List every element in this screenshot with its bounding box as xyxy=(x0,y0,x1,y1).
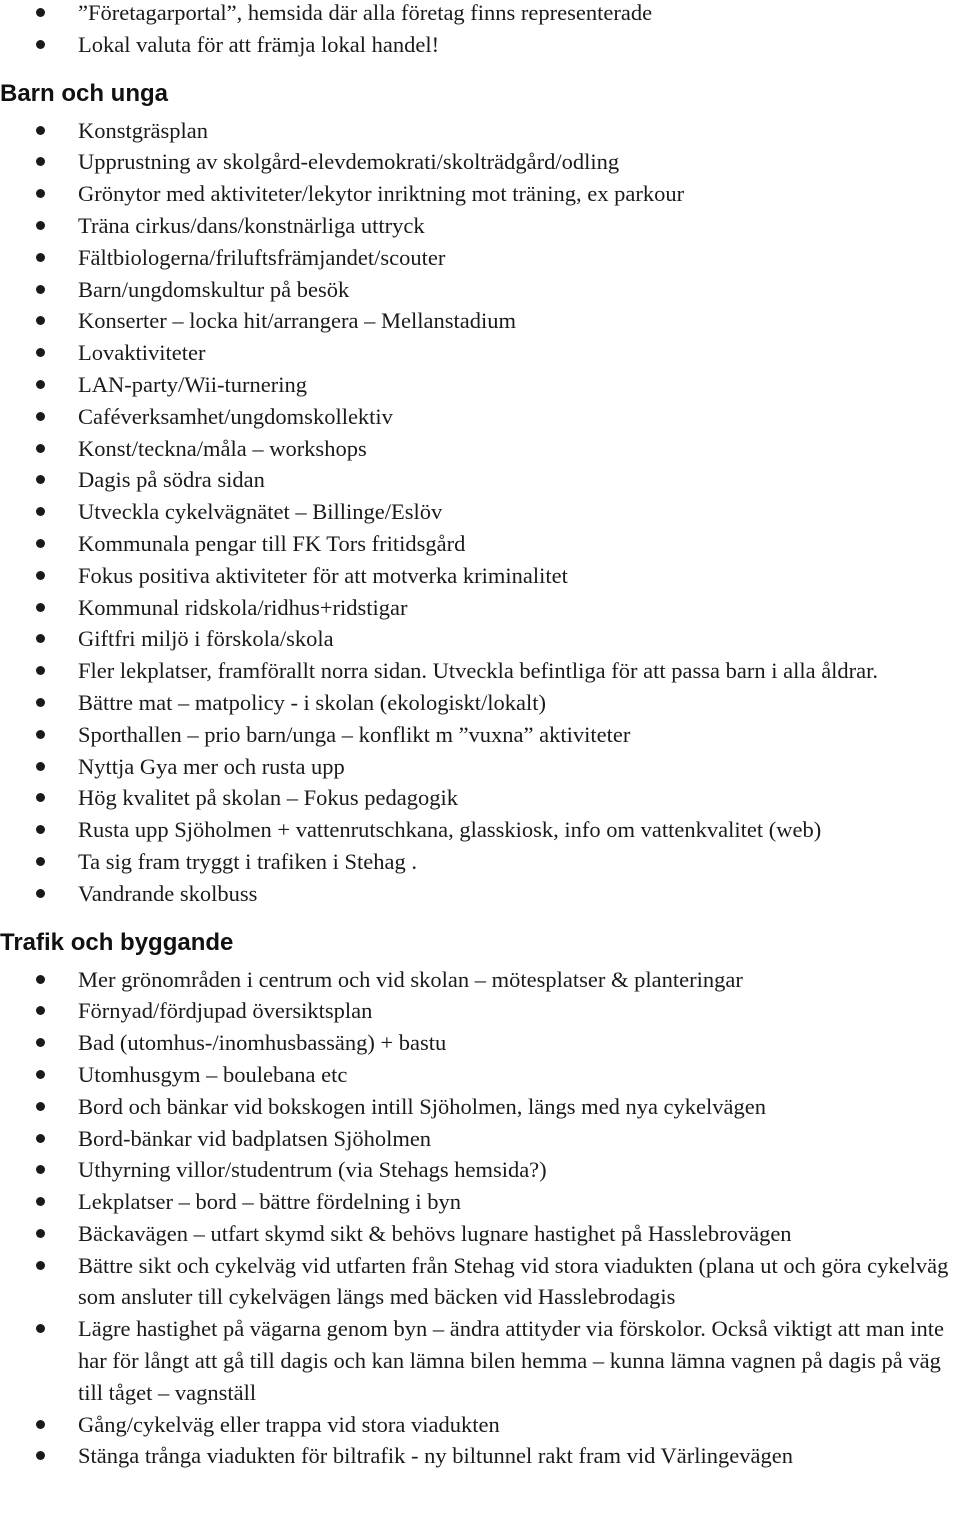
bullet-icon xyxy=(36,1197,45,1206)
list-item xyxy=(0,1154,960,1186)
bullet-icon xyxy=(36,1261,45,1270)
list-item xyxy=(0,1409,960,1441)
bullet-icon xyxy=(36,189,45,198)
list-item xyxy=(0,433,960,465)
list-item xyxy=(0,178,960,210)
bullet-icon xyxy=(36,1006,45,1015)
list-item-text: Kommunal ridskola/ridhus+ridstigar xyxy=(78,594,408,620)
list-item xyxy=(0,1218,960,1250)
list-item-text: Lovaktiviteter xyxy=(78,340,206,366)
list-item xyxy=(0,1250,960,1314)
list-item xyxy=(0,1027,960,1059)
list-item-text: Lokal valuta för att främja lokal handel! xyxy=(78,31,440,57)
list-item xyxy=(0,0,960,29)
bullet-icon xyxy=(36,1420,45,1429)
bullet-icon xyxy=(36,40,45,49)
bullet-icon xyxy=(36,1324,45,1333)
list-item-text: Caféverksamhet/ungdomskollektiv xyxy=(78,403,393,429)
list-item-text: Vandrande skolbuss xyxy=(78,880,258,906)
bullet-icon xyxy=(36,348,45,357)
section-heading-trafik: Trafik och byggande xyxy=(0,928,234,956)
bullet-icon xyxy=(36,126,45,135)
bullet-icon xyxy=(36,1134,45,1143)
bullet-icon xyxy=(36,1038,45,1047)
list-item xyxy=(0,655,960,687)
list-item-text: Gång/cykelväg eller trappa vid stora viadukten xyxy=(78,1411,500,1437)
list-item-text: Sporthallen – prio barn/unga – konflikt m ”vuxna” aktiviteter xyxy=(78,721,631,747)
bullet-icon xyxy=(36,412,45,421)
list-item-text: Giftfri miljö i förskola/skola xyxy=(78,626,334,652)
list-item xyxy=(0,305,960,337)
bullet-icon xyxy=(36,1451,45,1460)
list-item-text: Stänga trånga viadukten för biltrafik - ny biltunnel rakt fram vid Värlingevägen xyxy=(78,1443,793,1469)
list-item xyxy=(0,1440,960,1472)
list-item-text: Bord och bänkar vid bokskogen intill Sjöholmen, längs med nya cykelvägen xyxy=(78,1093,766,1119)
section-heading-barn: Barn och unga xyxy=(0,79,169,107)
list-item xyxy=(0,623,960,655)
list-item-text: Bättre mat – matpolicy - i skolan (ekologiskt/lokalt) xyxy=(78,689,547,715)
list-item xyxy=(0,1123,960,1155)
list-item xyxy=(0,337,960,369)
bullet-icon xyxy=(36,1165,45,1174)
bullet-icon xyxy=(36,857,45,866)
list-item-text: Konst/teckna/måla – workshops xyxy=(78,435,367,461)
list-item-text: Hög kvalitet på skolan – Fokus pedagogik xyxy=(78,785,458,811)
bullet-icon xyxy=(36,380,45,389)
list-item xyxy=(0,210,960,242)
list-item xyxy=(0,687,960,719)
list-item-text: Lägre hastighet på vägarna genom byn – ändra attityder via förskolor. Också viktigt att man inte har för långt att gå till dagis och kan lämna bilen hemma – kunna lämna vagnen på dagis på väg till tåget – vagnställ xyxy=(78,1316,944,1405)
list-item-text: LAN-party/Wii-turnering xyxy=(78,371,308,397)
barn-list xyxy=(0,115,960,910)
list-item-text: Barn/ungdomskultur på besök xyxy=(78,276,350,302)
list-item xyxy=(0,560,960,592)
list-item xyxy=(0,146,960,178)
trafik-list xyxy=(0,964,960,1473)
list-item xyxy=(0,115,960,147)
list-item xyxy=(0,814,960,846)
list-item-text: Uthyrning villor/studentrum (via Stehags hemsida?) xyxy=(78,1157,547,1183)
list-item xyxy=(0,1313,960,1408)
list-item-text: Ta sig fram tryggt i trafiken i Stehag . xyxy=(78,848,417,874)
bullet-icon xyxy=(36,444,45,453)
list-item xyxy=(0,782,960,814)
list-item-text: Fältbiologerna/friluftsfrämjandet/scouter xyxy=(78,244,446,270)
list-item-text: Träna cirkus/dans/konstnärliga uttryck xyxy=(78,212,425,238)
list-item-text: Grönytor med aktiviteter/lekytor inriktning mot träning, ex parkour xyxy=(78,181,685,207)
list-item-text: Mer grönområden i centrum och vid skolan – mötesplatser & planteringar xyxy=(78,966,743,992)
list-item-text: Konstgräsplan xyxy=(78,117,208,143)
list-item xyxy=(0,1091,960,1123)
list-item xyxy=(0,1059,960,1091)
bullet-icon xyxy=(36,666,45,675)
bullet-icon xyxy=(36,285,45,294)
list-item xyxy=(0,878,960,910)
list-item-text: Bad (utomhus-/inomhusbassäng) + bastu xyxy=(78,1030,447,1056)
bullet-icon xyxy=(36,316,45,325)
bullet-icon xyxy=(36,825,45,834)
list-item-text: Nyttja Gya mer och rusta upp xyxy=(78,753,345,779)
bullet-icon xyxy=(36,8,45,17)
list-item-text: Bäckavägen – utfart skymd sikt & behövs lugnare hastighet på Hasslebrovägen xyxy=(78,1220,792,1246)
bullet-icon xyxy=(36,762,45,771)
list-item-text: Konserter – locka hit/arrangera – Mellanstadium xyxy=(78,308,516,334)
list-item xyxy=(0,29,960,61)
list-item xyxy=(0,464,960,496)
list-item xyxy=(0,528,960,560)
bullet-icon xyxy=(36,253,45,262)
list-item-text: Utomhusgym – boulebana etc xyxy=(78,1061,348,1087)
bullet-icon xyxy=(36,1229,45,1238)
list-item xyxy=(0,964,960,996)
list-item xyxy=(0,369,960,401)
list-item-text: Rusta upp Sjöholmen + vattenrutschkana, glasskiosk, info om vattenkvalitet (web) xyxy=(78,817,822,843)
intro-list xyxy=(0,0,960,61)
list-item xyxy=(0,995,960,1027)
list-item xyxy=(0,274,960,306)
list-item xyxy=(0,496,960,528)
list-item xyxy=(0,1186,960,1218)
bullet-icon xyxy=(36,975,45,984)
bullet-icon xyxy=(36,889,45,898)
list-item xyxy=(0,401,960,433)
bullet-icon xyxy=(36,1070,45,1079)
bullet-icon xyxy=(36,1102,45,1111)
list-item xyxy=(0,719,960,751)
bullet-icon xyxy=(36,507,45,516)
bullet-icon xyxy=(36,475,45,484)
bullet-icon xyxy=(36,603,45,612)
list-item xyxy=(0,846,960,878)
list-item-text: Kommunala pengar till FK Tors fritidsgård xyxy=(78,530,466,556)
list-item-text: Fler lekplatser, framförallt norra sidan. Utveckla befintliga för att passa barn i alla åldrar. xyxy=(78,658,879,684)
list-item-text: Upprustning av skolgård-elevdemokrati/skolträdgård/odling xyxy=(78,149,620,175)
list-item-text: Förnyad/fördjupad översiktsplan xyxy=(78,998,373,1024)
list-item xyxy=(0,751,960,783)
list-item xyxy=(0,242,960,274)
list-item-text: Bättre sikt och cykelväg vid utfarten från Stehag vid stora viadukten (plana ut och göra cykelväg som ansluter till cykelvägen längs med bäcken vid Hasslebrodagis xyxy=(78,1252,949,1310)
list-item-text: Lekplatser – bord – bättre fördelning i byn xyxy=(78,1189,462,1215)
bullet-icon xyxy=(36,221,45,230)
bullet-icon xyxy=(36,157,45,166)
bullet-icon xyxy=(36,793,45,802)
list-item xyxy=(0,592,960,624)
list-item-text: Dagis på södra sidan xyxy=(78,467,265,493)
list-item-text: Fokus positiva aktiviteter för att motverka kriminalitet xyxy=(78,562,568,588)
list-item-text: ”Företagarportal”, hemsida där alla företag finns representerade xyxy=(78,0,653,25)
list-item-text: Bord-bänkar vid badplatsen Sjöholmen xyxy=(78,1125,432,1151)
list-item-text: Utveckla cykelvägnätet – Billinge/Eslöv xyxy=(78,499,443,525)
bullet-icon xyxy=(36,571,45,580)
bullet-icon xyxy=(36,539,45,548)
bullet-icon xyxy=(36,730,45,739)
bullet-icon xyxy=(36,698,45,707)
bullet-icon xyxy=(36,634,45,643)
